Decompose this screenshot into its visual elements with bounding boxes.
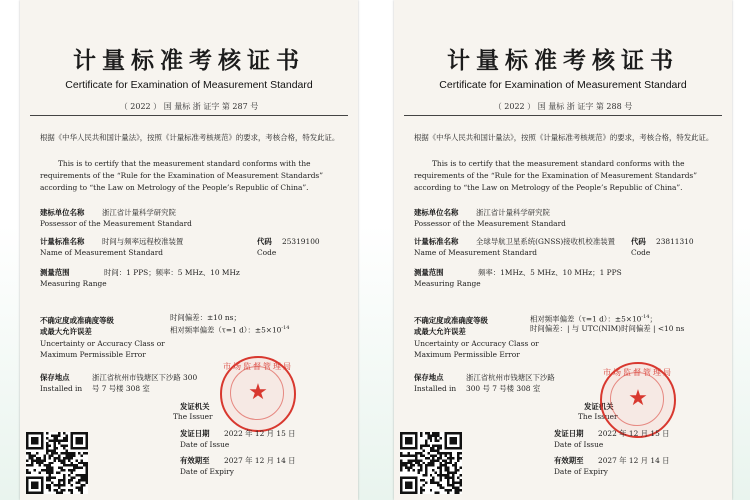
issue-date-label-english: Date of Issue xyxy=(180,440,230,449)
certificate-title: 计量标准考核证书 xyxy=(447,47,679,74)
code-label: 代码 xyxy=(631,237,646,246)
divider xyxy=(30,115,348,116)
seal-text: 市场监督管理局 xyxy=(223,362,293,371)
uncertainty-label-english-2: Maximum Permissible Error xyxy=(40,350,146,359)
uncertainty-value-2: 时间偏差：| 与 UTC(NIM)时间偏差 | <10 ns xyxy=(530,324,685,333)
intro-chinese: 根据《中华人民共和国计量法》，按照《计量标准考核规范》的要求，考核合格，特发此证。 xyxy=(414,133,714,142)
certificate-288 xyxy=(394,0,732,500)
seal-text: 市场监督管理局 xyxy=(603,368,673,377)
installed-label-english: Installed in xyxy=(414,384,457,393)
expiry-date-value: 2027 年 12 月 14 日 xyxy=(598,456,670,465)
possessor-label: 建标单位名称 xyxy=(40,208,85,217)
issue-date-label: 发证日期 xyxy=(554,429,584,438)
issuer-label-english: The Issuer xyxy=(173,412,213,421)
qr-code-icon[interactable] xyxy=(26,432,88,494)
official-seal xyxy=(220,356,296,432)
possessor-label-english: Possessor of the Measurement Standard xyxy=(414,219,566,228)
code-label-english: Code xyxy=(257,248,277,257)
expiry-date-label-english: Date of Expiry xyxy=(554,467,608,476)
certificate-number: （ 2022 ） 国 量标 浙 证字 第 288 号 xyxy=(493,102,633,111)
certificate-title-english: Certificate for Examination of Measurement Standard xyxy=(439,79,687,91)
possessor-value: 浙江省计量科学研究院 xyxy=(476,208,550,217)
issue-date-label: 发证日期 xyxy=(180,429,210,438)
uncertainty-value-2-text: 相对频率偏差（τ=1 d）：±5×10 xyxy=(170,325,282,335)
possessor-value: 浙江省计量科学研究院 xyxy=(102,208,176,217)
standard-value: 全球导航卫星系统(GNSS)接收机校准装置 xyxy=(476,237,615,246)
official-seal xyxy=(600,362,676,438)
uncertainty-label-english-1: Uncertainty or Accuracy Class or xyxy=(414,339,539,348)
standard-label: 计量标准名称 xyxy=(414,237,459,246)
installed-label: 保存地点 xyxy=(414,373,444,382)
uncertainty-value-1-text: 相对频率偏差（τ=1 d）：±5×10 xyxy=(530,314,642,324)
installed-value-1: 浙江省杭州市钱塘区下沙路 300 xyxy=(92,373,198,382)
possessor-label-english: Possessor of the Measurement Standard xyxy=(40,219,192,228)
national-emblem-icon: ★ xyxy=(628,386,648,411)
installed-label-english: Installed in xyxy=(40,384,83,393)
range-value: 时间：1 PPS；频率：5 MHz、10 MHz xyxy=(104,268,240,277)
issuer-label-english: The Issuer xyxy=(578,412,618,421)
issuer-label: 发证机关 xyxy=(584,402,614,411)
uncertainty-exponent: -14 xyxy=(281,325,290,331)
code-label-english: Code xyxy=(631,248,651,257)
certificate-number: （ 2022 ） 国 量标 浙 证字 第 287 号 xyxy=(119,102,259,111)
installed-label: 保存地点 xyxy=(40,373,70,382)
code-value: 23811310 xyxy=(656,237,694,246)
uncertainty-label-english-2: Maximum Permissible Error xyxy=(414,350,520,359)
uncertainty-value-1: 时间偏差：±10 ns； xyxy=(170,313,241,322)
uncertainty-label-english-1: Uncertainty or Accuracy Class or xyxy=(40,339,165,348)
range-label-english: Measuring Range xyxy=(414,279,481,288)
installed-value-1: 浙江省杭州市钱塘区下沙路 xyxy=(466,373,555,382)
installed-value-2: 号 7 号楼 308 室 xyxy=(92,384,150,393)
installed-value-2: 300 号 7 号楼 308 室 xyxy=(466,384,541,393)
standard-value: 时间与频率远程校准装置 xyxy=(102,237,184,246)
intro-chinese: 根据《中华人民共和国计量法》，按照《计量标准考核规范》的要求，考核合格，特发此证。 xyxy=(40,133,340,142)
expiry-date-value: 2027 年 12 月 14 日 xyxy=(224,456,296,465)
uncertainty-exponent: -14 xyxy=(641,314,650,320)
divider xyxy=(404,115,722,116)
expiry-date-label-english: Date of Expiry xyxy=(180,467,234,476)
code-label: 代码 xyxy=(257,237,272,246)
qr-code-icon[interactable] xyxy=(400,432,462,494)
range-value: 频率：1MHz、5 MHz、10 MHz；1 PPS xyxy=(478,268,622,277)
range-label: 测量范围 xyxy=(414,268,444,277)
issue-date-value: 2022 年 12 月 15 日 xyxy=(224,429,296,438)
issuer-label: 发证机关 xyxy=(180,402,210,411)
possessor-label: 建标单位名称 xyxy=(414,208,459,217)
certificate-title: 计量标准考核证书 xyxy=(73,47,305,74)
certificate-title-english: Certificate for Examination of Measurement Standard xyxy=(65,79,313,91)
expiry-date-label: 有效期至 xyxy=(554,456,584,465)
standard-label-english: Name of Measurement Standard xyxy=(40,248,164,257)
code-value: 25319100 xyxy=(282,237,320,246)
certificate-287 xyxy=(20,0,358,500)
intro-english: This is to certify that the measurement standard conforms with the requirements of the “Rule for the Examination of Measurement Standards” according to “the Law on Metrology of the People’s Republic of China”. xyxy=(414,159,697,192)
range-label-english: Measuring Range xyxy=(40,279,107,288)
range-label: 测量范围 xyxy=(40,268,70,277)
issue-date-label-english: Date of Issue xyxy=(554,440,604,449)
national-emblem-icon: ★ xyxy=(248,380,268,405)
uncertainty-label-2: 或最大允许误差 xyxy=(40,327,92,336)
uncertainty-label-1: 不确定度或准确度等级 xyxy=(40,316,114,325)
standard-label: 计量标准名称 xyxy=(40,237,85,246)
expiry-date-label: 有效期至 xyxy=(180,456,210,465)
uncertainty-value-1-tail: ； xyxy=(649,314,657,324)
uncertainty-label-1: 不确定度或准确度等级 xyxy=(414,316,488,325)
intro-english: This is to certify that the measurement standard conforms with the requirements of the “Rule for the Examination of Measurement Standards” according to “the Law on Metrology of the People’s Republic of China”. xyxy=(40,159,323,192)
standard-label-english: Name of Measurement Standard xyxy=(414,248,538,257)
issue-date-value: 2022 年 12 月 15 日 xyxy=(598,429,670,438)
uncertainty-label-2: 或最大允许误差 xyxy=(414,327,466,336)
uncertainty-value-2 xyxy=(170,323,289,335)
